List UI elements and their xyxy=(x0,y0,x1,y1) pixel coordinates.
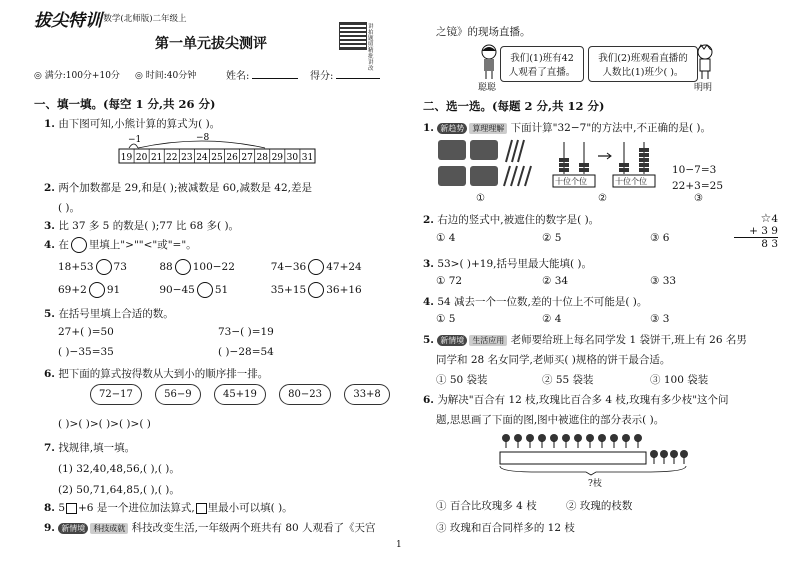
page-number: 1 xyxy=(396,540,402,550)
expression-bubbles xyxy=(90,384,390,405)
lily-icon xyxy=(622,434,630,448)
opt-3-2[interactable]: ② 34 xyxy=(542,275,569,287)
fill-5c: ( )−35=35 xyxy=(58,346,114,358)
expr-right: 51 xyxy=(214,284,229,296)
circle-blank-icon xyxy=(71,237,87,253)
r-question-5 xyxy=(423,332,747,347)
tick-label: 25 xyxy=(211,153,223,163)
question-text-post: 里最小可以填( )。 xyxy=(207,502,293,514)
section-2-heading: 二、选一选。(每题 2 分,共 12 分) xyxy=(423,99,605,113)
question-text-cont: ( )。 xyxy=(58,202,81,214)
expr-bubble: 33+8 xyxy=(344,384,389,405)
number-line xyxy=(118,132,318,168)
life-tag: 生活应用 xyxy=(469,335,507,346)
tick-label: 19 xyxy=(120,153,133,163)
header-subtitle: · 数学(北师版)二年级上 xyxy=(98,14,187,24)
lily-icon xyxy=(514,434,522,448)
question-number: 1. xyxy=(423,122,434,134)
jump-small-label: −1 xyxy=(128,135,142,145)
points-label: 得分: xyxy=(310,71,334,82)
answer-circle[interactable] xyxy=(96,259,112,275)
option-mark-3: ③ xyxy=(694,193,703,204)
opt-6-3[interactable]: ③ 玫瑰和百合同样多的 12 枝 xyxy=(436,522,575,534)
fill-5a: 27+( )=50 xyxy=(58,326,114,338)
new-trend-tag: 新趋势 xyxy=(437,123,467,134)
boy-congcong-icon xyxy=(478,44,500,80)
answer-circle[interactable] xyxy=(197,282,213,298)
question-text: 由下图可知,小熊计算的算式为( )。 xyxy=(58,118,221,130)
vert-top: 4 xyxy=(771,213,778,225)
r-question-3 xyxy=(423,256,592,271)
equation-1: 10−7=3 xyxy=(672,164,717,176)
fill-5d: ( )−28=54 xyxy=(218,346,274,358)
question-text-mid: +6 是一个进位加法算式, xyxy=(78,502,195,514)
jump-big-label: −8 xyxy=(196,133,210,143)
question-5 xyxy=(44,306,174,321)
brace xyxy=(500,466,686,475)
pattern-2: (2) 50,71,64,85,( ),( )。 xyxy=(58,484,180,496)
name-mingming: 明明 xyxy=(694,83,713,93)
tick-label: 30 xyxy=(286,153,299,163)
tick-label: 27 xyxy=(241,153,253,163)
answer-circle[interactable] xyxy=(89,282,105,298)
square-blank-icon xyxy=(196,503,207,514)
tick-label: 31 xyxy=(301,153,314,163)
question-number: 3. xyxy=(423,258,434,270)
tick-label: 23 xyxy=(181,153,193,163)
question-text: 在括号里填上合适的数。 xyxy=(58,308,174,320)
tick-label: 28 xyxy=(256,153,268,163)
opt-5-2[interactable]: ② 55 袋装 xyxy=(542,374,594,386)
name-label: 姓名: xyxy=(226,71,250,82)
opt-2-2[interactable]: ② 5 xyxy=(542,232,562,244)
r-question-4 xyxy=(423,294,647,309)
tick-label: 26 xyxy=(226,153,238,163)
answer-circle[interactable] xyxy=(308,259,324,275)
lily-row xyxy=(502,434,642,448)
stick-bundles-icon xyxy=(436,138,536,192)
question-text: 找规律,填一填。 xyxy=(58,442,136,454)
new-context-tag: 新情境 xyxy=(437,335,467,346)
expr-bubble: 45+19 xyxy=(214,384,266,405)
opt-4-2[interactable]: ② 4 xyxy=(542,313,562,325)
rose-icon xyxy=(660,450,668,464)
expr-right: 73 xyxy=(113,261,127,273)
expr-right: 36+16 xyxy=(326,284,362,296)
expr-right: 100−22 xyxy=(192,261,235,273)
question-4 xyxy=(44,237,197,253)
expr-right: 91 xyxy=(106,284,121,296)
opt-3-3[interactable]: ③ 33 xyxy=(650,275,677,287)
lily-icon xyxy=(562,434,570,448)
option-mark-1: ① xyxy=(476,193,485,204)
speech-bubble-left: 我们(1)班有42人观看了直播。 xyxy=(500,46,584,82)
name-congcong: 聪聪 xyxy=(478,83,497,93)
lily-icon xyxy=(538,434,546,448)
compare-row-1 xyxy=(58,259,362,275)
answer-circle[interactable] xyxy=(175,259,191,275)
question-number: 9. xyxy=(44,522,55,534)
expr-left: 69+2 xyxy=(58,284,87,296)
question-7 xyxy=(44,440,135,455)
r-question-6 xyxy=(423,392,729,407)
opt-2-1[interactable]: ① 4 xyxy=(436,232,456,244)
tech-tag: 科技成就 xyxy=(90,523,128,534)
boy-mingming-icon xyxy=(694,44,716,80)
question-number: 6. xyxy=(44,368,55,380)
opt-2-3[interactable]: ③ 6 xyxy=(650,232,670,244)
rose-icon xyxy=(650,450,658,464)
question-text: 下面计算"32−7"的方法中,不正确的是( )。 xyxy=(510,122,712,134)
expr-left: 18+53 xyxy=(58,261,94,273)
question-number: 6. xyxy=(423,394,434,406)
question-number: 3. xyxy=(44,220,55,232)
abacus-label-2: 十位个位 xyxy=(615,177,647,186)
question-text: 为解决"百合有 12 枝,玫瑰比百合多 4 枝,玫瑰有多少枝"这个问 xyxy=(437,394,729,406)
expr-bubble: 72−17 xyxy=(90,384,142,405)
fill-5b: 73−( )=19 xyxy=(218,326,274,338)
time-info: ◎ 时间:40分钟 xyxy=(135,71,197,81)
new-context-tag: 新情境 xyxy=(58,523,88,534)
speech-bubble-right: 我们(2)班观看直播的人数比(1)班少( )。 xyxy=(588,46,698,82)
tick-label: 21 xyxy=(150,153,163,163)
question-number: 8. xyxy=(44,502,55,514)
r-question-1 xyxy=(423,120,711,135)
question-number: 2. xyxy=(423,214,434,226)
expr-right: 47+24 xyxy=(326,261,362,273)
vert-bottom: 8 3 xyxy=(734,237,778,250)
tick-label: 29 xyxy=(271,153,284,163)
tick-label: 22 xyxy=(166,153,178,163)
brand-logo: 拔尖特训 xyxy=(34,11,102,31)
opt-3-1[interactable]: ① 72 xyxy=(436,275,463,287)
question-1 xyxy=(44,116,220,131)
question-8 xyxy=(44,500,293,515)
question-3 xyxy=(44,218,239,233)
qr-note: 讲 拍 题 照 精 批 讲 改 xyxy=(368,24,374,72)
question-text: 比 37 多 5 的数是( );77 比 68 多( )。 xyxy=(58,220,240,232)
question-text: 54 减去一个一位数,差的十位上不可能是( )。 xyxy=(437,296,648,308)
question-mark-label: ?枝 xyxy=(588,479,602,489)
lily-icon xyxy=(550,434,558,448)
lily-icon xyxy=(526,434,534,448)
opt-4-1[interactable]: ① 5 xyxy=(436,313,456,325)
question-number: 7. xyxy=(44,442,55,454)
name-field[interactable] xyxy=(252,78,298,79)
opt-6-2[interactable]: ② 玫瑰的枝数 xyxy=(566,500,633,512)
r-question-6-cont: 题,思思画了下面的图,图中被遮住的部分表示( )。 xyxy=(436,414,665,426)
question-text: 老师要给班上每名同学发 1 袋饼干,班上有 26 名男 xyxy=(510,334,747,346)
compare-row-2 xyxy=(58,282,362,298)
question-text: 科技改变生活,一年级两个班共有 80 人观看了《天宫 xyxy=(131,522,376,534)
lily-icon xyxy=(610,434,618,448)
expr-left: 88 xyxy=(159,261,173,273)
lily-icon xyxy=(634,434,642,448)
order-answer: ( )>( )>( )>( )>( ) xyxy=(58,418,151,430)
points-field[interactable] xyxy=(336,78,380,79)
section-1-heading: 一、填一填。(每空 1 分,共 26 分) xyxy=(34,97,216,111)
opt-4-3[interactable]: ③ 3 xyxy=(650,313,670,325)
pattern-1: (1) 32,40,48,56,( ),( )。 xyxy=(58,463,180,475)
question-2 xyxy=(44,178,312,218)
opt-5-1[interactable]: ① 50 袋装 xyxy=(436,374,488,386)
square-blank-icon xyxy=(66,503,77,514)
question-number: 2. xyxy=(44,182,55,194)
question-text-post: 里填上">""<"或"="。 xyxy=(88,239,197,251)
tick-label: 20 xyxy=(135,153,148,163)
abacus-label-1: 十位个位 xyxy=(555,177,587,186)
rose-icon xyxy=(680,450,688,464)
expr-bubble: 56−9 xyxy=(155,384,200,405)
question-text: 把下面的算式按得数从大到小的顺序排一排。 xyxy=(58,368,269,380)
question-text: 两个加数都是 29,和是( );被减数是 60,减数是 42,差是 xyxy=(58,182,312,194)
r-question-2 xyxy=(423,212,599,227)
covered-digit-star-icon: ☆ xyxy=(760,211,772,225)
question-number: 4. xyxy=(44,239,55,251)
r-question-5-cont: 同学和 28 名女同学,老师买( )规格的饼干最合适。 xyxy=(436,354,671,366)
expr-left: 74−36 xyxy=(270,261,307,273)
lily-icon xyxy=(502,434,510,448)
tick-label: 24 xyxy=(196,153,208,163)
opt-6-1[interactable]: ① 百合比玫瑰多 4 枝 xyxy=(436,500,537,512)
vertical-calc xyxy=(734,212,778,250)
expr-left: 90−45 xyxy=(159,284,195,296)
question-text: 53>( )+19,括号里最大能填( )。 xyxy=(437,258,593,270)
expr-left: 35+15 xyxy=(270,284,307,296)
lily-icon xyxy=(586,434,594,448)
equation-2: 22+3=25 xyxy=(672,180,723,192)
rose-icon xyxy=(670,450,678,464)
extra-rose-row xyxy=(650,450,688,464)
question-text-pre: 在 xyxy=(58,239,69,251)
question-6 xyxy=(44,366,268,381)
lily-icon xyxy=(574,434,582,448)
score-info: ◎ 满分:100分+10分 xyxy=(34,71,120,81)
number-line-labels xyxy=(121,149,313,163)
qr-code[interactable] xyxy=(339,22,367,50)
question-text: 右边的竖式中,被遮住的数字是( )。 xyxy=(437,214,600,226)
q9-continuation: 之镜》的现场直播。 xyxy=(436,26,531,38)
answer-circle[interactable] xyxy=(308,282,324,298)
flower-diagram xyxy=(496,432,696,476)
question-number: 4. xyxy=(423,296,434,308)
covered-bar xyxy=(500,452,646,464)
option-mark-2: ② xyxy=(598,193,607,204)
question-number: 1. xyxy=(44,118,55,130)
question-text-pre: 5 xyxy=(58,502,65,514)
page-title: 第一单元拔尖测评 xyxy=(155,36,267,52)
question-9 xyxy=(44,520,376,535)
question-number: 5. xyxy=(423,334,434,346)
lily-icon xyxy=(598,434,606,448)
expr-bubble: 80−23 xyxy=(279,384,331,405)
opt-5-3[interactable]: ③ 100 袋装 xyxy=(650,374,709,386)
reasoning-tag: 算理理解 xyxy=(469,123,507,134)
vert-mid: + 3 9 xyxy=(749,225,778,237)
question-number: 5. xyxy=(44,308,55,320)
